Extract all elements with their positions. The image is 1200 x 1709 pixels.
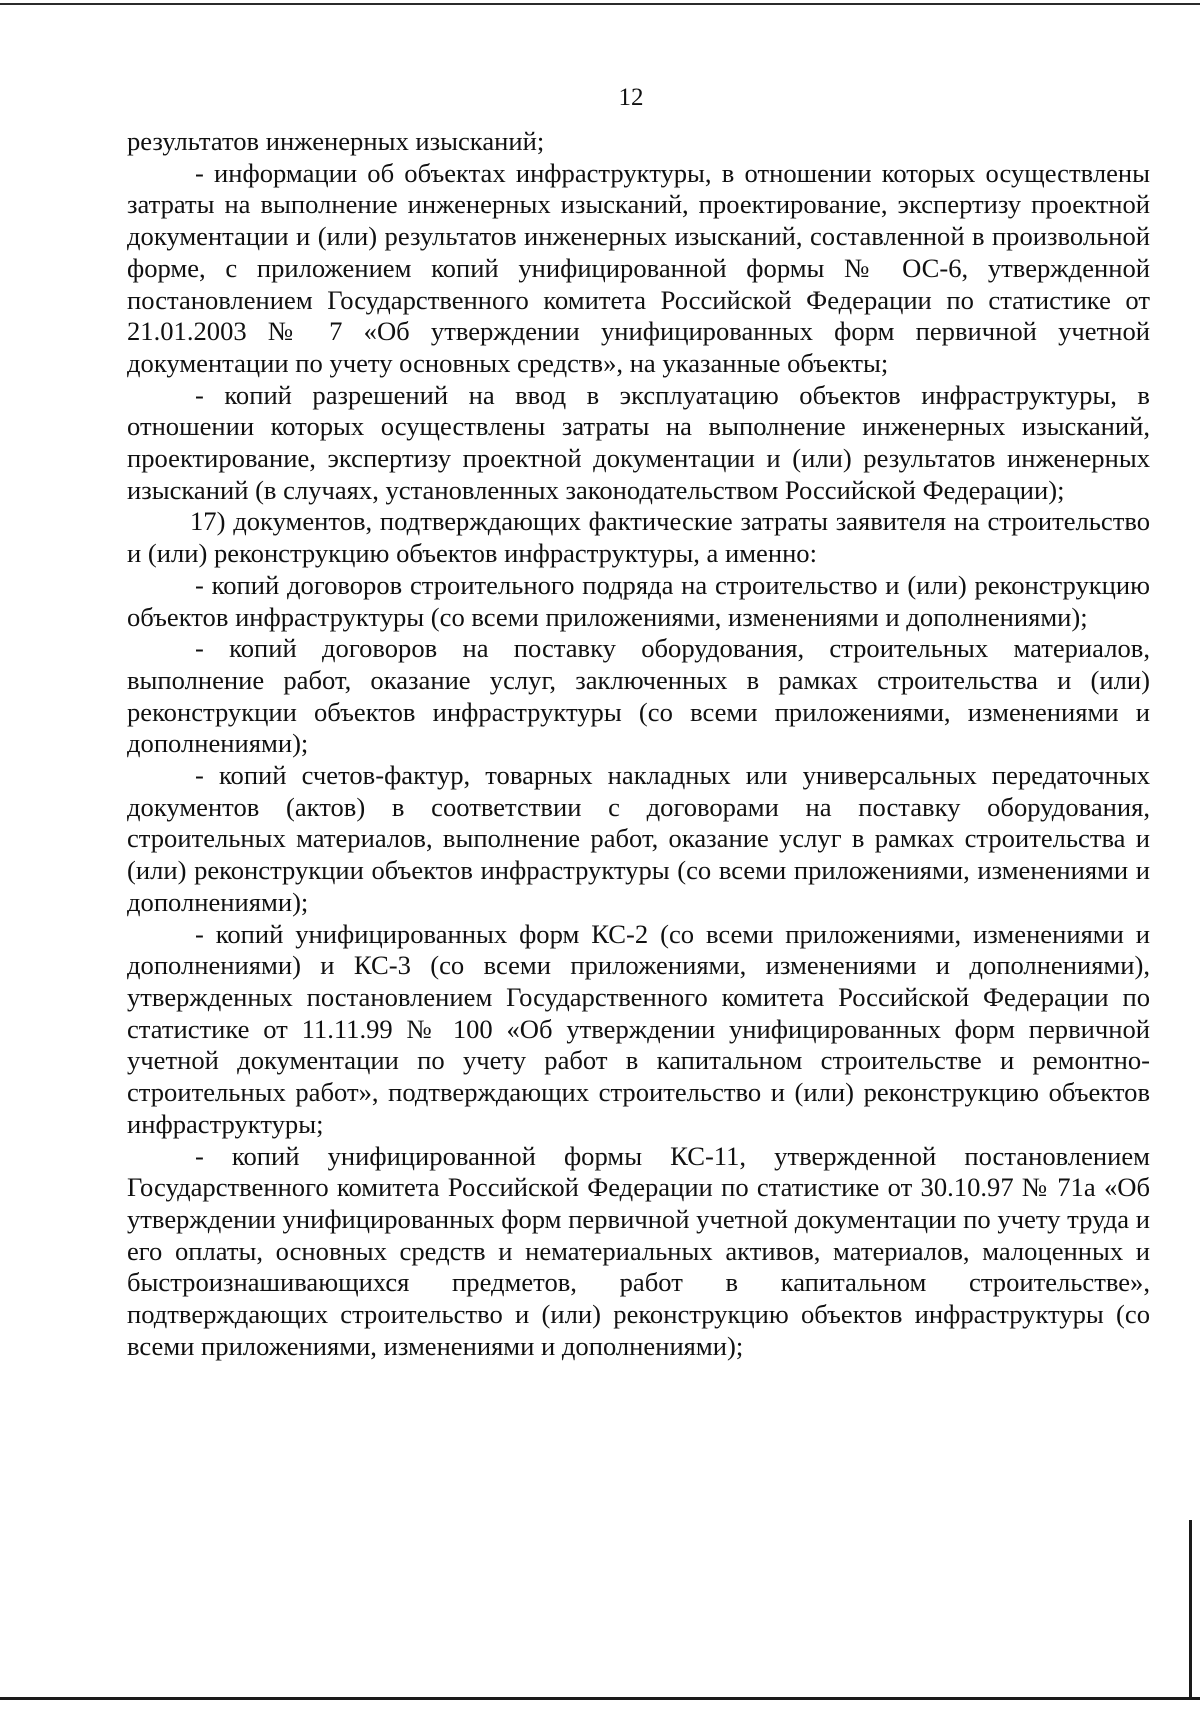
paragraph-ks2-ks3-forms: - копий унифицированных форм КС-2 (со всеми приложениями, изменениями и дополнениями) и КС-3 (со всеми приложениями, изменениями и дополнениями), утвержденных постановлением Государственного комитета Российской Федерации по статистике от 11.11.99 № 100 «Об утверждении унифицированных форм первичной учетной документации по учету работ в капитальном строительстве и ремонтно-строительных работ», подтверждающих строительство и (или) реконструкцию объектов инфраструктуры; <box>127 918 1150 1139</box>
paragraph-invoices: - копий счетов-фактур, товарных накладных или универсальных передаточных документов (актов) в соответствии с договорами на поставку оборудования, строительных материалов, выполнение работ, оказание услуг в рамках строительства и (или) реконструкции объектов инфраструктуры (со всеми приложениями, изменениями и дополнениями); <box>127 760 1150 917</box>
paragraph-item-17: 17) документов, подтверждающих фактические затраты заявителя на строительство и (или) реконструкцию объектов инфраструктуры, а именно: <box>127 506 1150 569</box>
paragraph-ks11-form: - копий унифицированной формы КС-11, утвержденной постановлением Государственного комитета Российской Федерации по статистике от 30.10.97 № 71а «Об утверждении унифицированных форм первичной учетной документации по учету труда и его оплаты, основных средств и нематериальных активов, материалов, малоценных и быстроизнашивающихся предметов, работ в капитальном строительстве», подтверждающих строительство и (или) реконструкцию объектов инфраструктуры (со всеми приложениями, изменениями и дополнениями); <box>127 1140 1150 1361</box>
document-body <box>127 126 1150 1362</box>
paragraph-commissioning-permits: - копий разрешений на ввод в эксплуатацию объектов инфраструктуры, в отношении которых осуществлены затраты на выполнение инженерных изысканий, проектирование, экспертизу проектной документации и (или) результатов инженерных изысканий (в случаях, установленных законодательством Российской Федерации); <box>127 379 1150 505</box>
page-number: 12 <box>618 84 644 111</box>
paragraph-supply-contracts: - копий договоров на поставку оборудования, строительных материалов, выполнение работ, оказание услуг, заключенных в рамках строительства и (или) реконструкции объектов инфраструктуры (со всеми приложениями, изменениями и дополнениями); <box>127 633 1150 759</box>
paragraph-continuation: результатов инженерных изысканий; <box>127 126 545 156</box>
scan-edge-right-line <box>1189 1520 1192 1700</box>
paragraph-construction-contracts: - копий договоров строительного подряда на строительство и (или) реконструкцию объектов инфраструктуры (со всеми приложениями, изменениями и дополнениями); <box>127 569 1150 632</box>
scan-edge-bottom-line <box>0 1697 1200 1700</box>
paragraph-infrastructure-info: - информации об объектах инфраструктуры, в отношении которых осуществлены затраты на выполнение инженерных изысканий, проектирование, экспертизу проектной документации и (или) результатов инженерных изысканий, составленной в произвольной форме, с приложением копий унифицированной формы № ОС-6, утвержденной постановлением Государственного комитета Российской Федерации по статистике от 21.01.2003 № 7 «Об утверждении унифицированных форм первичной учетной документации по учету основных средств», на указанные объекты; <box>127 157 1150 378</box>
scan-edge-top-line <box>0 3 1200 5</box>
